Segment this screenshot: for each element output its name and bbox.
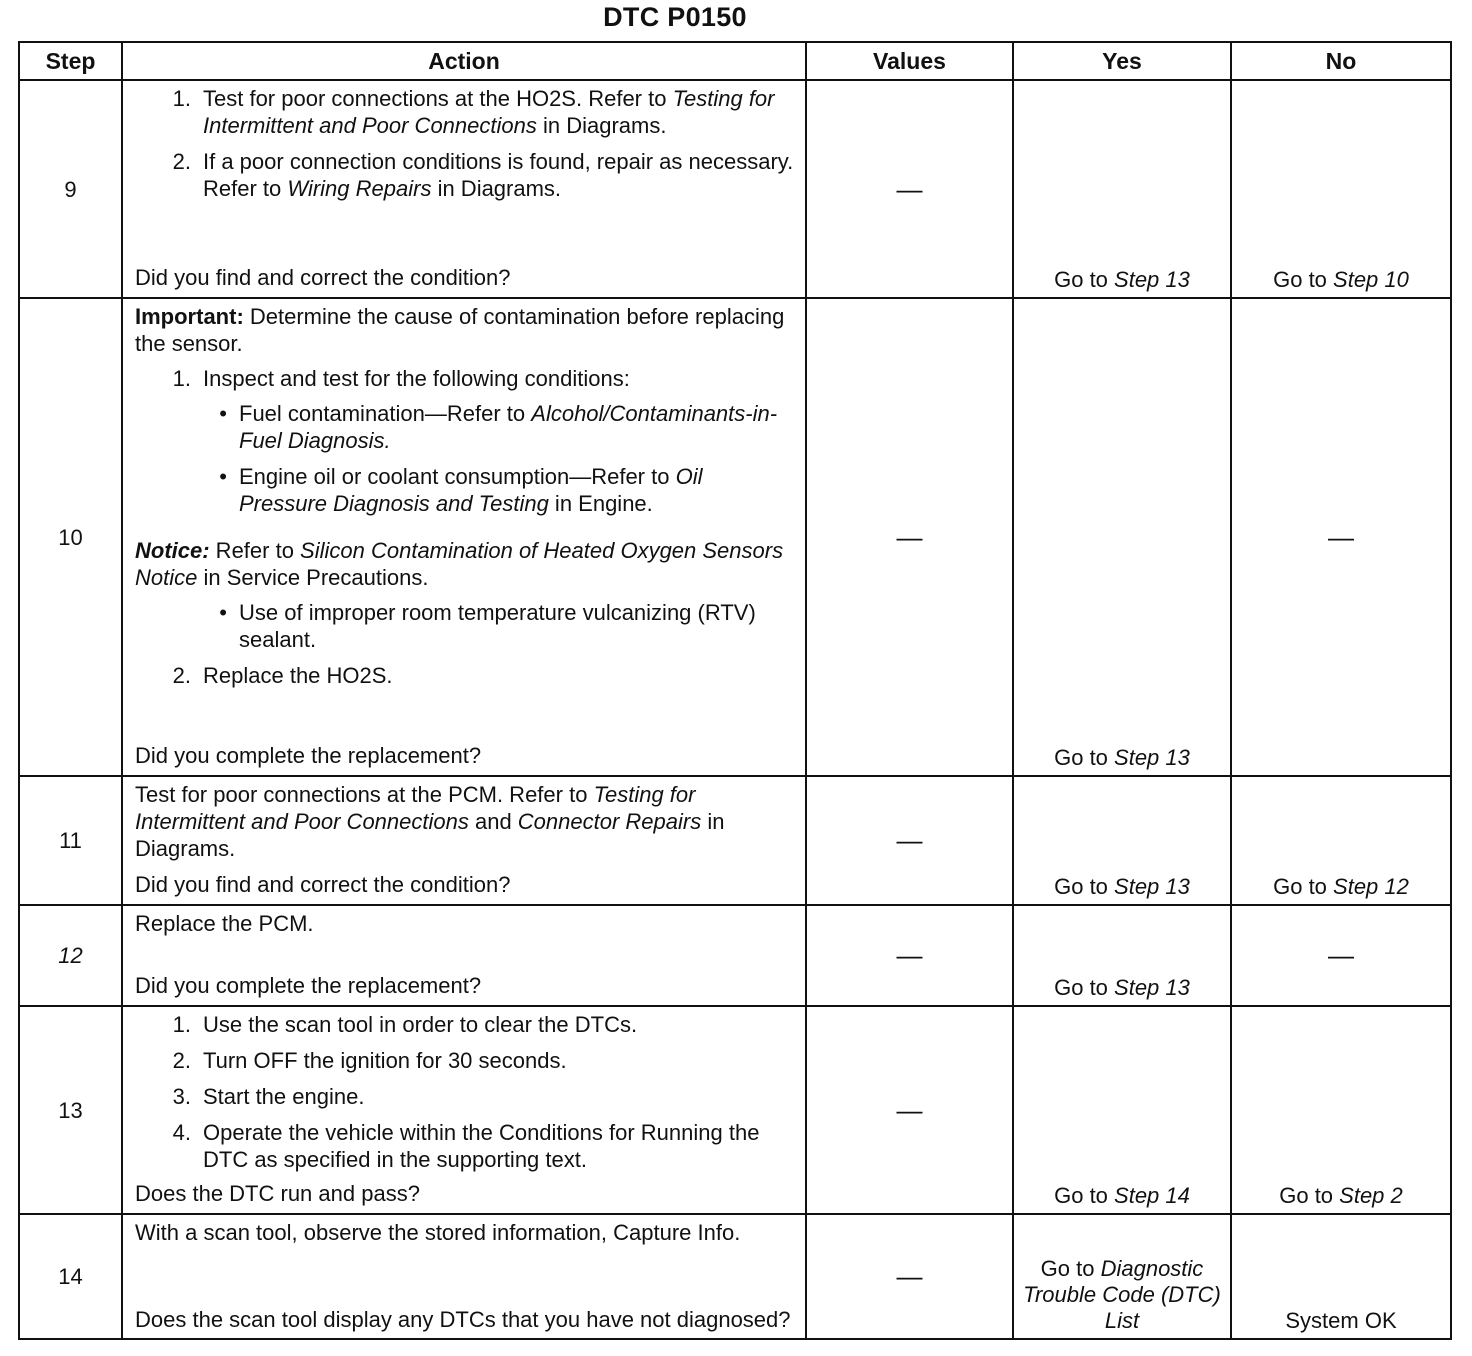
table-row-step-14 [19, 1214, 1451, 1339]
header-step: Step [19, 42, 122, 80]
list-item: 1. Inspect and test for the following conditions: [172, 366, 630, 391]
values-cell: — [806, 1214, 1013, 1339]
list-item: 2. If a poor connection conditions is found, repair as necessary. Refer to Wiring Repairs in Diagrams. [172, 149, 794, 201]
action-cell [122, 80, 806, 298]
no-cell: — [1231, 905, 1451, 1006]
question-text: Did you complete the replacement? [135, 743, 482, 768]
table-row-step-12 [19, 905, 1451, 1006]
table-row-step-11 [19, 776, 1451, 905]
diagnostic-table [18, 41, 1452, 1340]
step-number: 9 [19, 80, 122, 298]
values-cell: — [806, 776, 1013, 905]
step-number: 13 [19, 1006, 122, 1214]
bullet-item: • Use of improper room temperature vulcanizing (RTV) sealant. [219, 600, 756, 652]
table-header-row [19, 42, 1451, 80]
action-list [135, 1011, 795, 1173]
bullet-list [135, 400, 795, 517]
list-item: 4. Operate the vehicle within the Conditions for Running the DTC as specified in the supporting text. [172, 1120, 760, 1172]
list-item: 3. Start the engine. [172, 1084, 365, 1109]
table-row-step-13 [19, 1006, 1451, 1214]
values-cell: — [806, 80, 1013, 298]
list-item: 2. Turn OFF the ignition for 30 seconds. [172, 1048, 567, 1073]
bullet-item: • Engine oil or coolant consumption—Refer to Oil Pressure Diagnosis and Testing in Engine. [219, 464, 703, 516]
no-cell: — [1231, 298, 1451, 776]
list-item: 1. Use the scan tool in order to clear the DTCs. [172, 1012, 638, 1037]
action-cell [122, 1006, 806, 1214]
step-number: 14 [19, 1214, 122, 1339]
notice-note: Notice: Refer to Silicon Contamination of Heated Oxygen Sensors Notice in Service Precautions. [135, 538, 784, 590]
question-text: Did you find and correct the condition? [135, 265, 511, 290]
question-text: Did you complete the replacement? [135, 973, 482, 998]
step-number: 10 [19, 298, 122, 776]
header-no: No [1231, 42, 1451, 80]
question-text: Does the DTC run and pass? [135, 1181, 420, 1206]
action-cell [122, 1214, 806, 1339]
no-cell: Go to Step 10 [1231, 80, 1451, 298]
values-cell: — [806, 298, 1013, 776]
header-yes: Yes [1013, 42, 1231, 80]
list-item: 1. Test for poor connections at the HO2S. Refer to Testing for Intermittent and Poor Connections in Diagrams. [172, 86, 775, 138]
action-cell [122, 776, 806, 905]
action-text: Test for poor connections at the PCM. Refer to Testing for Intermittent and Poor Connections and Connector Repairs in Diagrams. [135, 782, 725, 861]
no-cell: Go to Step 12 [1231, 776, 1451, 905]
action-cell [122, 298, 806, 776]
list-item: 2. Replace the HO2S. [172, 663, 393, 688]
question-text: Does the scan tool display any DTCs that you have not diagnosed? [135, 1307, 791, 1332]
important-note: Important: Determine the cause of contamination before replacing the sensor. [135, 304, 785, 356]
question-text: Did you find and correct the condition? [135, 872, 511, 897]
action-list [135, 85, 795, 211]
action-text: Replace the PCM. [135, 911, 314, 936]
yes-cell: Go to Step 13 [1013, 776, 1231, 905]
values-cell: — [806, 1006, 1013, 1214]
no-cell: System OK [1231, 1214, 1451, 1339]
table-row-step-9 [19, 80, 1451, 298]
table-row-step-10 [19, 298, 1451, 776]
bullet-item: • Fuel contamination—Refer to Alcohol/Contaminants-in-Fuel Diagnosis. [219, 401, 778, 453]
header-values: Values [806, 42, 1013, 80]
step-number: 12 [19, 905, 122, 1006]
step-number: 11 [19, 776, 122, 905]
yes-cell: Go to Step 13 [1013, 298, 1231, 776]
header-action: Action [122, 42, 806, 80]
yes-cell: Go to Step 13 [1013, 80, 1231, 298]
page-title: DTC P0150 [603, 2, 747, 32]
yes-cell: Go to Step 13 [1013, 905, 1231, 1006]
no-cell: Go to Step 2 [1231, 1006, 1451, 1214]
yes-cell: Go to Step 14 [1013, 1006, 1231, 1214]
values-cell: — [806, 905, 1013, 1006]
yes-cell: Go to Diagnostic Trouble Code (DTC) List [1013, 1214, 1231, 1339]
action-cell [122, 905, 806, 1006]
action-text: With a scan tool, observe the stored information, Capture Info. [135, 1220, 741, 1245]
